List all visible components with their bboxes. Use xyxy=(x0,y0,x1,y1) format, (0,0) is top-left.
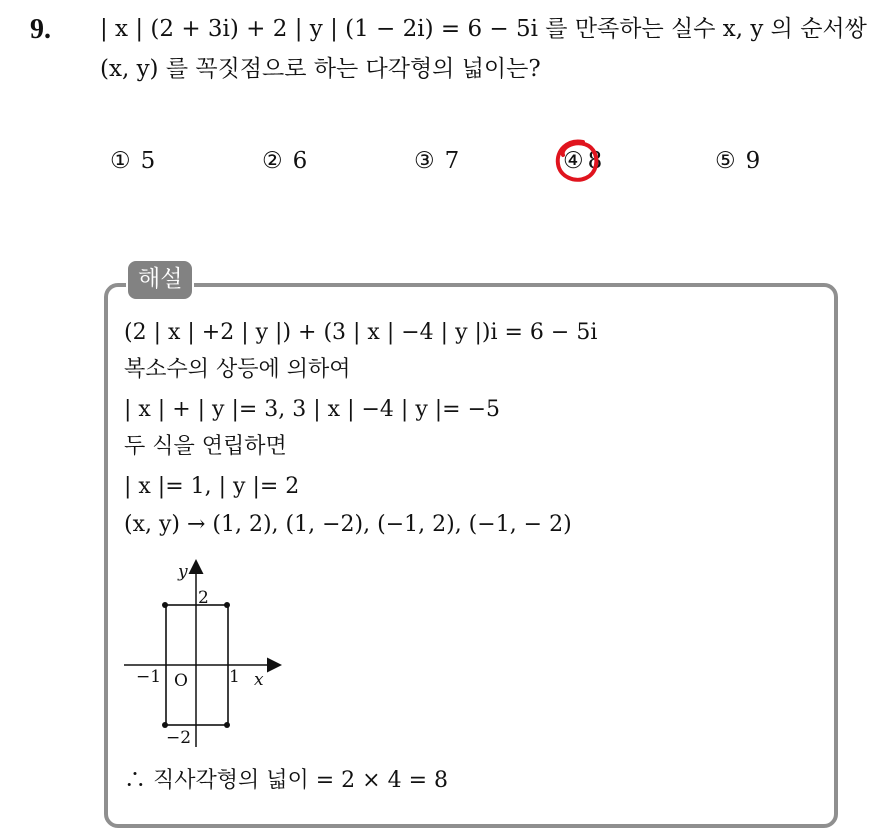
choice-5[interactable] xyxy=(715,146,760,176)
y-axis-label: y xyxy=(178,562,188,582)
choice-4-number: ④ xyxy=(563,148,584,174)
tick-label-y-neg: −2 xyxy=(166,728,192,748)
choice-5-number: ⑤ xyxy=(715,148,736,174)
choice-4-value: 8 xyxy=(587,148,603,174)
solution-line-3: | x | + | y |= 3, 3 | x | −4 | y |= −5 xyxy=(124,397,501,422)
solution-line-6: (x, y) → (1, 2), (1, −2), (−1, 2), (−1, − 2) xyxy=(124,512,572,537)
solution-tag: 해설 xyxy=(126,259,194,301)
solution-line-4: 두 식을 연립하면 xyxy=(124,434,287,459)
choice-2-value: 6 xyxy=(292,148,308,174)
vertex-point-2 xyxy=(224,722,230,728)
choice-3-number: ③ xyxy=(414,148,435,174)
choice-5-value: 9 xyxy=(745,148,761,174)
choice-3-value: 7 xyxy=(444,148,460,174)
tick-label-x-neg: −1 xyxy=(136,667,162,687)
choice-1[interactable] xyxy=(110,146,155,176)
question-number: 9. xyxy=(30,14,51,45)
solution-line-1: (2 | x | +2 | y |) + (3 | x | −4 | y |)i = 6 − 5i xyxy=(124,320,598,345)
choice-1-number: ① xyxy=(110,148,131,174)
choice-1-value: 5 xyxy=(140,148,156,174)
solution-line-5: | x |= 1, | y |= 2 xyxy=(124,474,300,499)
vertex-point-1 xyxy=(224,602,230,608)
choice-3[interactable] xyxy=(414,146,459,176)
tick-label-x-pos: 1 xyxy=(229,667,240,687)
choice-2-number: ② xyxy=(262,148,283,174)
vertex-point-3 xyxy=(162,602,168,608)
answer-choices xyxy=(0,146,884,180)
choice-2[interactable] xyxy=(262,146,307,176)
x-axis-label: x xyxy=(254,670,264,690)
origin-label: O xyxy=(174,671,188,691)
solution-line-2: 복소수의 상등에 의하여 xyxy=(124,357,351,382)
question-text-line-2: (x, y) 를 꼭짓점으로 하는 다각형의 넓이는? xyxy=(100,56,541,82)
choice-4[interactable] xyxy=(563,146,602,176)
solution-conclusion: ∴ 직사각형의 넓이 = 2 × 4 = 8 xyxy=(124,768,449,793)
tick-label-y-pos: 2 xyxy=(198,588,209,608)
question-text-line-1: | x | (2 + 3i) + 2 | y | (1 − 2i) = 6 − 5i 를 만족하는 실수 x, y 의 순서쌍 xyxy=(100,16,867,42)
coordinate-graph xyxy=(118,555,288,755)
